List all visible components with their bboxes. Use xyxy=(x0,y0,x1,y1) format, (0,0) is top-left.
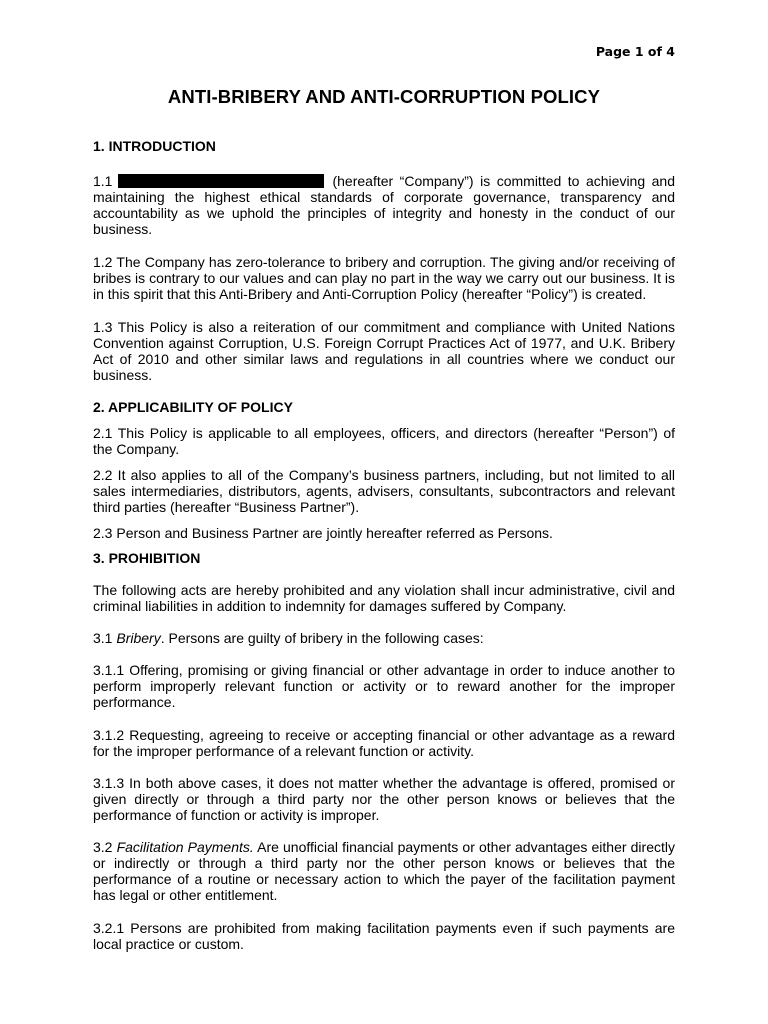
redacted-company-name xyxy=(118,174,324,188)
clause-text: (hereafter “Company”) is committed to achieving and maintaining the highest ethical standards of corporate governance, transparency and accountability as we uphold the principles of integrity and honesty in the conduct of our business. xyxy=(93,173,675,237)
paragraph-3-2 xyxy=(93,839,675,903)
paragraph-1-3: 1.3 This Policy is also a reiteration of our commitment and compliance with United Nations Convention against Corruption, U.S. Foreign Corrupt Practices Act of 1977, and U.K. Bribery Act of 2010 and other similar laws and regulations in all countries where we conduct our business. xyxy=(93,319,675,383)
term-bribery: Bribery xyxy=(116,630,161,646)
paragraph-3-1-3: 3.1.3 In both above cases, it does not matter whether the advantage is offered, promised or given directly or through a third party nor the other person knows or believes that the performance of function or activity is improper. xyxy=(93,775,675,823)
clause-number: 3.1 xyxy=(93,630,113,646)
paragraph-3-2-1: 3.2.1 Persons are prohibited from making facilitation payments even if such payments are local practice or custom. xyxy=(93,920,675,952)
paragraph-3-1-2: 3.1.2 Requesting, agreeing to receive or accepting financial or other advantage as a reward for the improper performance of a relevant function or activity. xyxy=(93,727,675,759)
page-number: Page 1 of 4 xyxy=(595,44,675,59)
document-body xyxy=(93,138,675,952)
section-heading-applicability: 2. APPLICABILITY OF POLICY xyxy=(93,399,293,415)
paragraph-2-3: 2.3 Person and Business Partner are jointly hereafter referred as Persons. xyxy=(93,525,553,541)
clause-text: . Persons are guilty of bribery in the following cases: xyxy=(160,630,484,646)
paragraph-1-2: 1.2 The Company has zero-tolerance to bribery and corruption. The giving and/or receiving of bribes is contrary to our values and can play no part in the way we carry out our business. It is in this spirit that this Anti-Bribery and Anti-Corruption Policy (hereafter “Policy”) is created. xyxy=(93,254,675,302)
clause-number: 1.1 xyxy=(93,173,113,189)
paragraph-1-1 xyxy=(93,173,675,237)
paragraph-3-1 xyxy=(93,630,675,646)
document-title: ANTI-BRIBERY AND ANTI-CORRUPTION POLICY xyxy=(167,86,601,107)
paragraph-2-1: 2.1 This Policy is applicable to all employees, officers, and directors (hereafter “Person”) of the Company. xyxy=(93,425,675,457)
clause-text: Are unofficial financial payments or other advantages either directly or indirectly or through a third party nor the other person knows or believes that the performance of a routine or necessary action to which the payer of the facilitation payment has legal or other entitlement. xyxy=(93,839,675,903)
clause-number: 3.2 xyxy=(93,839,113,855)
paragraph-3-intro: The following acts are hereby prohibited and any violation shall incur administrative, civil and criminal liabilities in addition to indemnity for damages suffered by Company. xyxy=(93,582,675,614)
term-facilitation-payments: Facilitation Payments. xyxy=(116,839,254,855)
section-heading-prohibition: 3. PROHIBITION xyxy=(93,550,201,566)
section-heading-introduction: 1. INTRODUCTION xyxy=(93,138,216,154)
paragraph-3-1-1: 3.1.1 Offering, promising or giving financial or other advantage in order to induce another to perform improperly relevant function or activity or to reward another for the improper performance. xyxy=(93,662,675,710)
paragraph-2-2: 2.2 It also applies to all of the Company’s business partners, including, but not limited to all sales intermediaries, distributors, agents, advisers, consultants, subcontractors and relevant third parties (hereafter “Business Partner”). xyxy=(93,467,675,515)
